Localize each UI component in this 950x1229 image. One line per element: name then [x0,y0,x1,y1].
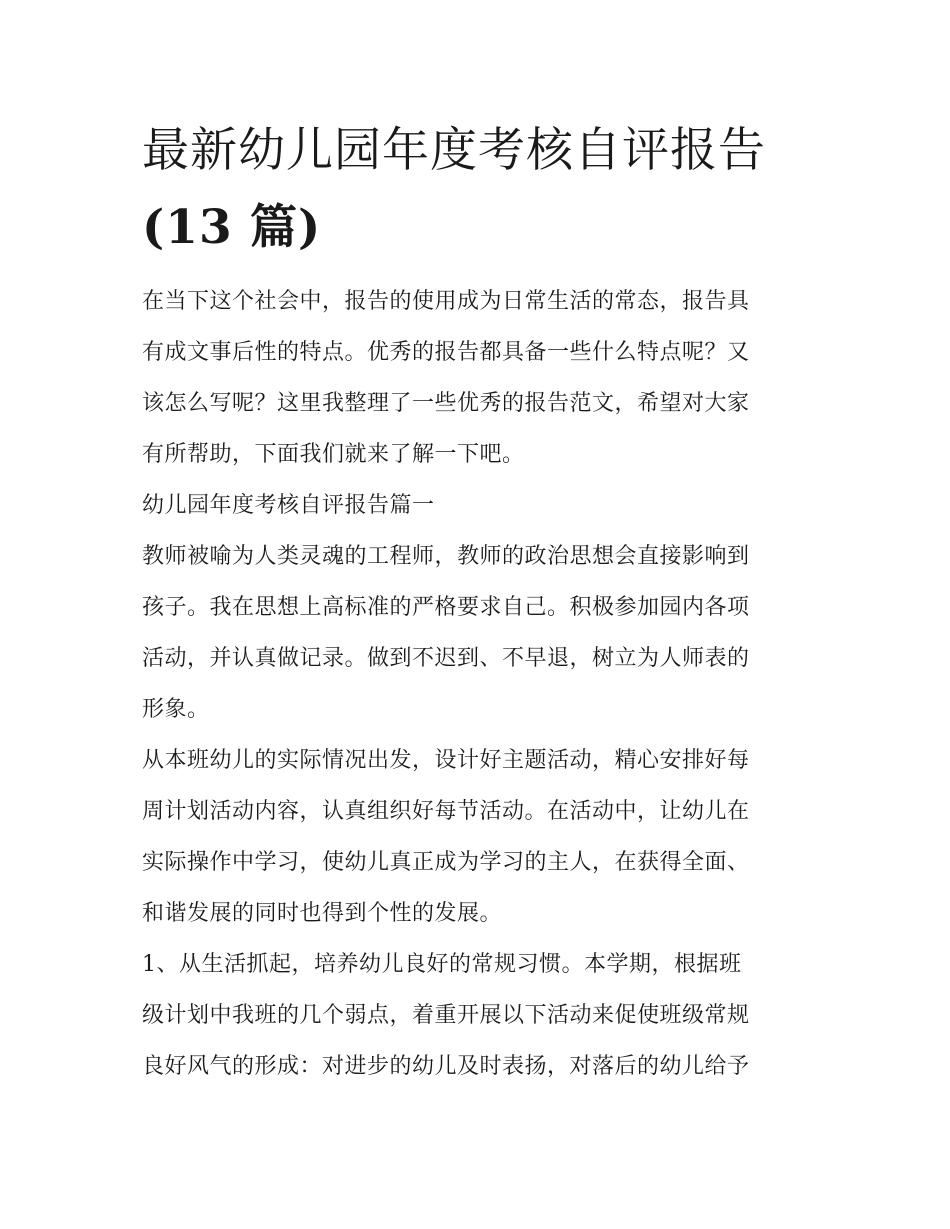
document-title [142,112,814,266]
text-line: 在当下这个社会中，报告的使用成为日常生活的常态，报告具 [142,289,750,314]
text-line: 教师被喻为人类灵魂的工程师，教师的政治思想会直接影响到 [142,544,750,569]
section-heading [142,480,814,531]
text-line: 从本班幼儿的实际情况出发，设计好主题活动，精心安排好每 [142,748,750,773]
text-line: 该怎么写呢？这里我整理了一些优秀的报告范文，希望对大家 [142,391,750,416]
text-line: 周计划活动内容，认真组织好每节活动。在活动中，让幼儿在 [142,799,750,824]
document-body [142,276,814,1092]
body-paragraph [142,531,814,735]
document-page [142,112,814,1092]
text-line: 1、从生活抓起，培养幼儿良好的常规习惯。本学期，根据班 [142,952,742,977]
text-line: 幼儿园年度考核自评报告篇一 [142,493,435,518]
intro-paragraph [142,276,814,480]
text-line: 孩子。我在思想上高标准的严格要求自己。积极参加园内各项 [142,595,750,620]
text-line: 有所帮助，下面我们就来了解一下吧。 [142,442,525,467]
text-line: 实际操作中学习，使幼儿真正成为学习的主人，在获得全面、 [142,850,750,875]
title-line: (13 篇) [142,200,322,255]
text-line: 级计划中我班的几个弱点，着重开展以下活动来促使班级常规 [142,1003,750,1028]
body-paragraph [142,735,814,939]
text-line: 良好风气的形成：对进步的幼儿及时表扬，对落后的幼儿给予 [142,1054,750,1079]
text-line: 和谐发展的同时也得到个性的发展。 [142,901,503,926]
text-line: 有成文事后性的特点。优秀的报告都具备一些什么特点呢？又 [142,340,750,365]
numbered-paragraph [142,939,814,1092]
text-line: 活动，并认真做记录。做到不迟到、不早退，树立为人师表的 [142,646,750,671]
title-line: 最新幼儿园年度考核自评报告 [142,123,766,178]
text-line: 形象。 [142,697,210,722]
